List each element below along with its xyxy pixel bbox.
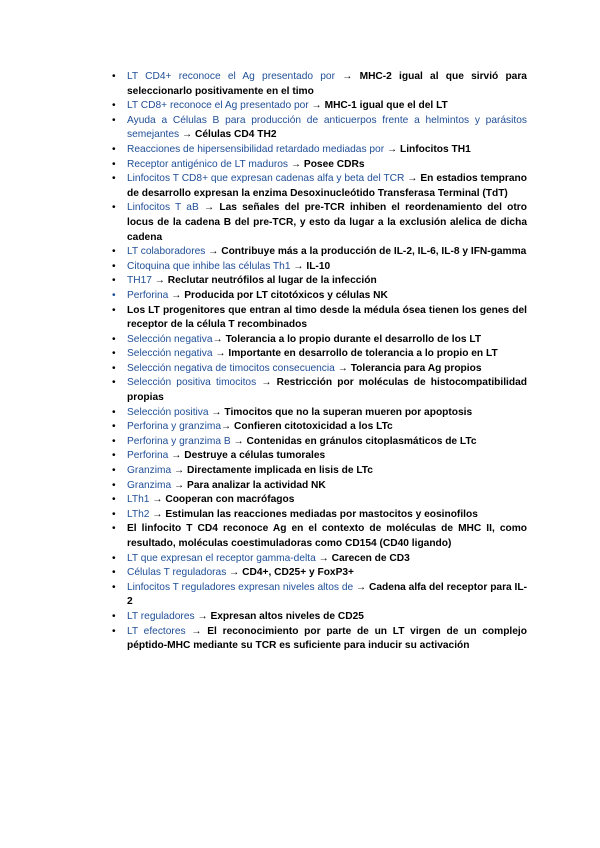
item-answer: CD4+, CD25+ y FoxP3+ xyxy=(242,567,355,579)
item-answer: Contribuye más a la producción de IL-2, IL-6, IL-8 y IFN-gamma xyxy=(221,246,527,258)
item-question: Selección negativa xyxy=(127,333,213,345)
list-item xyxy=(127,566,527,581)
item-answer: Cadena alfa del receptor para IL-2 xyxy=(127,581,527,608)
list-item xyxy=(127,70,527,99)
item-answer: Contenidas en gránulos citoplasmáticos de LTc xyxy=(246,435,477,447)
list-item xyxy=(127,522,527,551)
list-item xyxy=(127,289,527,304)
item-answer: Tolerancia para Ag propios xyxy=(350,362,482,374)
item-question: Linfocitos T reguladores expresan niveles altos de xyxy=(127,581,354,593)
item-answer: MHC-1 igual que el del LT xyxy=(324,100,448,112)
item-answer: Producida por LT citotóxicos y células NK xyxy=(184,289,388,301)
item-question: Selección negativa xyxy=(127,348,213,360)
item-question: Selección negativa de timocitos consecuencia xyxy=(127,362,335,374)
list-item xyxy=(127,610,527,625)
item-question: LT que expresan el receptor gamma-delta xyxy=(127,552,316,564)
list-item xyxy=(127,376,527,405)
list-item xyxy=(127,99,527,114)
item-question: Granzima xyxy=(127,465,172,477)
item-question: Receptor antigénico de LT maduros xyxy=(127,158,289,170)
item-answer: Linfocitos TH1 xyxy=(400,143,471,155)
item-question: LTh2 xyxy=(127,508,150,520)
arrow-icon: → xyxy=(233,435,244,447)
item-answer: Para analizar la actividad NK xyxy=(187,479,326,491)
list-item xyxy=(127,274,527,289)
arrow-icon: → xyxy=(318,552,329,564)
list-item xyxy=(127,493,527,508)
item-answer: MHC-2 igual al que sirvió para seleccionarlo positivamente en el timo xyxy=(127,71,527,97)
item-question: LTh1 xyxy=(127,494,150,506)
item-answer: Carecen de CD3 xyxy=(331,552,410,564)
arrow-icon: → xyxy=(386,143,398,155)
arrow-icon: → xyxy=(293,260,304,272)
arrow-icon: → xyxy=(152,494,163,506)
item-question: Células T reguladoras xyxy=(127,567,227,579)
item-answer: Células CD4 TH2 xyxy=(194,129,277,141)
bullet-list xyxy=(127,70,527,654)
item-answer: Tolerancia a lo propio durante el desarrollo de los LT xyxy=(225,333,482,345)
item-answer: Importante en desarrollo de tolerancia a lo propio en LT xyxy=(228,348,498,360)
list-item xyxy=(127,201,527,245)
list-item xyxy=(127,479,527,494)
item-answer: Confieren citotoxicidad a los LTc xyxy=(234,421,393,433)
item-question: Linfocitos T aB xyxy=(127,202,199,214)
list-item xyxy=(127,245,527,260)
list-item xyxy=(127,172,527,201)
item-question: Reacciones de hipersensibilidad retardado mediadas por xyxy=(127,143,385,155)
list-item xyxy=(127,449,527,464)
arrow-icon: → xyxy=(152,508,163,520)
arrow-icon: → xyxy=(337,362,348,374)
item-question: LT CD8+ reconoce el Ag presentado por xyxy=(127,100,309,112)
arrow-icon: → xyxy=(229,567,240,579)
arrow-icon: → xyxy=(211,406,222,418)
arrow-icon: → xyxy=(174,479,185,491)
item-answer: IL-10 xyxy=(306,260,331,272)
item-answer: Directamente implicada en lisis de LTc xyxy=(187,465,373,477)
item-answer: Reclutar neutrófilos al lugar de la infección xyxy=(167,275,377,287)
item-question: Citoquina que inhibe las células Th1 xyxy=(127,260,291,272)
item-question: Selección positiva timocitos xyxy=(127,377,257,389)
item-answer: Expresan altos niveles de CD25 xyxy=(210,610,364,622)
list-item xyxy=(127,581,527,610)
item-question: Ayuda a Células B para producción de anticuerpos frente a helmintos y parásitos semejantes xyxy=(127,114,527,141)
item-answer: El reconocimiento por parte de un LT virgen de un complejo péptido-MHC mediante su TCR es suficiente para inducir su activación xyxy=(127,625,527,652)
list-item xyxy=(127,406,527,421)
item-question: LT reguladores xyxy=(127,610,195,622)
list-item xyxy=(127,158,527,173)
item-answer: Posee CDRs xyxy=(303,158,365,170)
list-item xyxy=(127,260,527,275)
item-question: LT colaboradores xyxy=(127,246,206,258)
list-item xyxy=(127,420,527,435)
arrow-icon: → xyxy=(174,465,185,477)
item-answer: Timocitos que no la superan mueren por apoptosis xyxy=(224,406,473,418)
arrow-icon: → xyxy=(407,173,418,185)
list-item xyxy=(127,508,527,523)
item-question: Selección positiva xyxy=(127,406,209,418)
arrow-icon: → xyxy=(208,246,219,258)
list-item xyxy=(127,114,527,143)
arrow-icon: → xyxy=(356,581,367,593)
item-question: Perforina xyxy=(127,289,169,301)
item-answer: Cooperan con macrófagos xyxy=(165,494,295,506)
arrow-icon: → xyxy=(171,289,182,301)
list-item xyxy=(127,333,527,348)
item-answer: Los LT progenitores que entran al timo desde la médula ósea tienen los genes del receptor de la célula T recombinados xyxy=(127,304,527,331)
item-answer: Restricción por moléculas de histocompatibilidad propias xyxy=(127,377,527,404)
item-answer: En estadios temprano de desarrollo expresan la enzima Desoxinucleótido Transferasa Terminal (TdT) xyxy=(127,173,527,199)
list-item xyxy=(127,143,527,158)
item-question: Perforina xyxy=(127,450,169,462)
arrow-icon: → xyxy=(212,333,223,345)
arrow-icon: → xyxy=(311,100,322,112)
item-question: Granzima xyxy=(127,479,172,491)
list-item xyxy=(127,552,527,567)
arrow-icon: → xyxy=(290,158,302,170)
item-question: LT efectores xyxy=(127,625,186,637)
arrow-icon: → xyxy=(154,275,165,287)
item-question: Perforina y granzima B xyxy=(127,435,231,447)
item-question: TH17 xyxy=(127,275,152,287)
arrow-icon: → xyxy=(171,450,182,462)
arrow-icon: → xyxy=(203,202,215,214)
item-answer: Destruye a células tumorales xyxy=(184,450,326,462)
arrow-icon: → xyxy=(191,625,202,637)
item-question: Linfocitos T CD8+ que expresan cadenas alfa y beta del TCR xyxy=(127,173,405,185)
item-question: Perforina y granzima xyxy=(127,421,221,433)
arrow-icon: → xyxy=(261,377,272,389)
item-answer: Estimulan las reacciones mediadas por mastocitos y eosinofilos xyxy=(165,508,478,520)
list-item xyxy=(127,304,527,333)
arrow-icon: → xyxy=(342,71,353,82)
list-item xyxy=(127,625,527,654)
arrow-icon: → xyxy=(215,348,226,360)
item-question: LT CD4+ reconoce el Ag presentado por xyxy=(127,71,335,82)
arrow-icon: → xyxy=(181,129,193,141)
list-item xyxy=(127,435,527,450)
arrow-icon: → xyxy=(221,421,232,433)
list-item xyxy=(127,362,527,377)
list-item xyxy=(127,464,527,479)
arrow-icon: → xyxy=(197,610,208,622)
item-answer: El linfocito T CD4 reconoce Ag en el contexto de moléculas de MHC II, como resultado, moléculas coestimuladoras como CD154 (CD40 ligando) xyxy=(127,523,527,549)
list-item xyxy=(127,347,527,362)
item-answer: Las señales del pre-TCR inhiben el reordenamiento del otro locus de la cadena B del pre-TCR, y esto da lugar a la exclusión alelica de dicha cadena xyxy=(127,202,527,243)
